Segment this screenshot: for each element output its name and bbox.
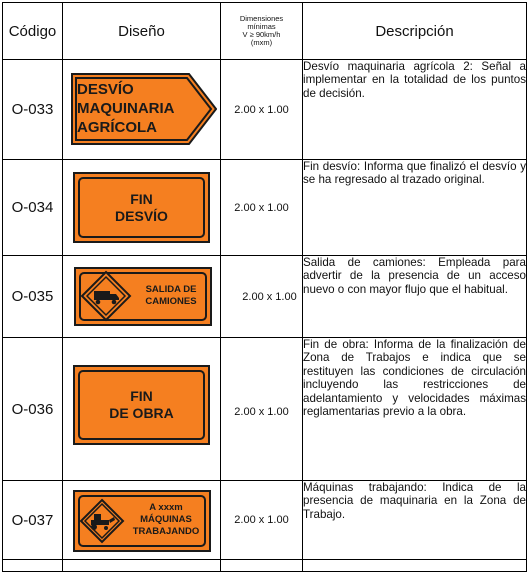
column-header-dimensions [221, 3, 303, 60]
sign-design-cell [63, 256, 221, 338]
sign-text-line: AGRÍCOLA [77, 119, 157, 136]
sign-description: Desvío maquinaria agrícola 2: Señal a implementar en la totalidad de los puntos de decisión. [303, 60, 527, 160]
column-header-description: Descripción [303, 3, 527, 60]
sign-text-line: FIN [130, 191, 153, 207]
sign-code: O-036 [3, 338, 63, 481]
signage-table [2, 2, 527, 572]
sign-text-line: DESVÍO [115, 208, 168, 224]
sign-design-cell [63, 160, 221, 256]
column-header-design: Diseño [63, 3, 221, 60]
sign-text-line: MÁQUINAS [140, 514, 192, 525]
column-header-code: Código [3, 3, 63, 60]
sign-code: O-035 [3, 256, 63, 338]
dimensions-header-line: Dimensiones [239, 14, 284, 23]
sign-text-line: MAQUINARIA [77, 100, 175, 117]
sign-design-cell [63, 60, 221, 160]
sign-text [131, 284, 211, 308]
sign-design-cell [63, 338, 221, 481]
table-row [3, 256, 527, 338]
empty-cell [63, 560, 221, 572]
sign-text-line: CAMIONES [145, 296, 197, 307]
sign-dimensions: 2.00 x 1.00 [221, 60, 303, 160]
sign-text [77, 80, 175, 137]
sign-dimensions: 2.00 x 1.00 [221, 481, 303, 560]
sign-text-line: TRABAJANDO [132, 526, 200, 537]
empty-cell [221, 560, 303, 572]
table-row [3, 560, 527, 572]
sign-text-line: DE OBRA [109, 405, 174, 421]
sign-text-line: DESVÍO [77, 81, 134, 98]
sign-description: Máquinas trabajando: Indica de la presencia de maquinaria en la Zona de Trabajo. [303, 481, 527, 560]
table-row [3, 160, 527, 256]
dimensions-header-line: V ≥ 90km/h [242, 30, 281, 39]
sign-dimensions: 2.00 x 1.00 [221, 160, 303, 256]
dimensions-header-line: (mxm) [250, 38, 273, 47]
empty-cell [3, 560, 63, 572]
dimensions-header-line: mínimas [247, 22, 276, 31]
table-row [3, 338, 527, 481]
sign-text [123, 502, 209, 538]
sign-code: O-037 [3, 481, 63, 560]
sign-text-line: SALIDA DE [145, 284, 197, 295]
empty-cell [303, 560, 527, 572]
sign-text [73, 388, 210, 422]
sign-text-line: FIN [130, 388, 153, 404]
sign-dimensions: 2.00 x 1.00 [221, 256, 303, 338]
table-row [3, 60, 527, 160]
sign-code: O-033 [3, 60, 63, 160]
sign-text-line: A xxxm [149, 502, 183, 513]
sign-code: O-034 [3, 160, 63, 256]
sign-description: Fin desvío: Informa que finalizó el desvío y se ha regresado al trazado original. [303, 160, 527, 256]
sign-dimensions: 2.00 x 1.00 [221, 338, 303, 481]
sign-description: Fin de obra: Informa de la finalización de Zona de Trabajos e indica que se restituyen las condiciones de circulación incluyendo las restricciones de adelantamiento y velocidades máximas reglamentarias previo a la obra. [303, 338, 527, 481]
sign-description: Salida de camiones: Empleada para advertir de la presencia de un acceso nuevo o con mayor flujo que el habitual. [303, 256, 527, 338]
sign-design-cell [63, 481, 221, 560]
tractor-diamond-icon [79, 498, 125, 544]
table-row [3, 481, 527, 560]
sign-text [73, 191, 210, 225]
truck-diamond-icon [80, 270, 132, 322]
